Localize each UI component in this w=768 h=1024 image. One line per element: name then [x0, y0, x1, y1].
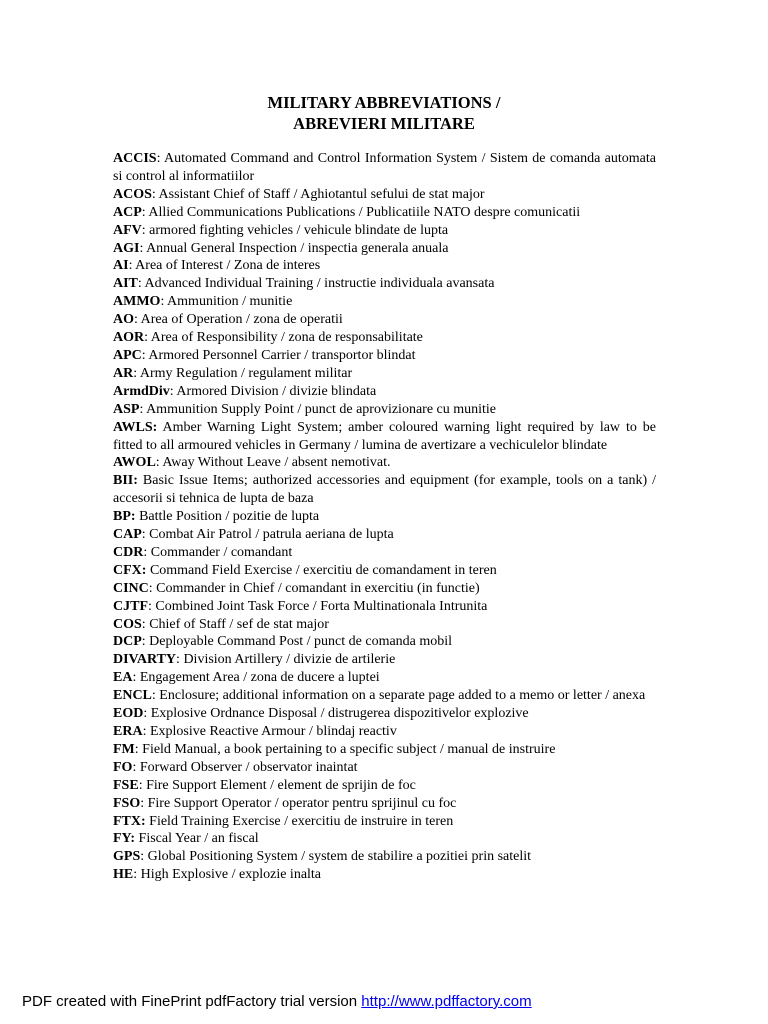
abbreviation-definition: Explosive Ordnance Disposal / distrugerea dispozitivelor explozive — [147, 706, 529, 722]
abbreviation-entry — [113, 347, 656, 365]
abbreviation-entry — [113, 616, 656, 634]
abbreviation-separator: : — [141, 347, 146, 363]
abbreviation-definition: Command Field Exercise / exercitiu de comandament in teren — [146, 562, 497, 578]
abbreviation-separator: : — [137, 276, 142, 292]
abbreviation-entry — [113, 293, 656, 311]
abbreviation-definition: armored fighting vehicles / vehicule blindate de lupta — [145, 222, 449, 238]
abbreviation-definition: Fire Support Operator / operator pentru sprijinul cu foc — [144, 795, 457, 811]
title-line-1: MILITARY ABBREVIATIONS / — [267, 93, 501, 112]
abbreviation-separator: : — [141, 222, 146, 238]
abbreviation-definition: Amber Warning Light System; amber coloured warning light required by law to be fitted to all armoured vehicles in Germany / lumina de avertizare a vechiculelor blindate — [113, 419, 656, 453]
abbreviation-entry — [113, 830, 656, 848]
abbreviation-term: CJTF — [113, 598, 148, 614]
abbreviation-separator: : — [140, 849, 145, 865]
abbreviation-definition: High Explosive / explozie inalta — [137, 867, 322, 883]
abbreviation-separator: : — [142, 724, 147, 739]
abbreviation-definition: Armored Division / divizie blindata — [173, 383, 377, 399]
abbreviation-entry — [113, 275, 656, 293]
abbreviation-entry — [113, 472, 656, 508]
abbreviation-term: HE — [113, 867, 134, 883]
abbreviation-definition: Basic Issue Items; authorized accessories and equipment (for example, tools on a tank) / accesorii si tehnica de lupta de baza — [113, 473, 656, 507]
abbreviation-definition: Deployable Command Post / punct de comanda mobil — [145, 634, 453, 650]
abbreviation-entry — [113, 866, 656, 884]
abbreviation-definition: Battle Position / pozitie de lupta — [135, 509, 320, 525]
abbreviation-definition: Armored Personnel Carrier / transportor blindat — [145, 347, 416, 363]
title-line-2: ABREVIERI MILITARE — [293, 114, 475, 133]
abbreviation-entry — [113, 186, 656, 204]
abbreviation-entry — [113, 848, 656, 866]
abbreviation-term: AO — [113, 312, 134, 328]
abbreviation-definition: Combat Air Patrol / patrula aeriana de lupta — [145, 527, 394, 543]
abbreviation-term: ASP — [113, 401, 140, 417]
abbreviation-definition: Ammunition Supply Point / punct de aprovizionare cu munitie — [143, 401, 497, 417]
abbreviation-separator: : — [139, 401, 144, 417]
abbreviation-definition: Field Manual, a book pertaining to a specific subject / manual de instruire — [138, 741, 556, 757]
abbreviation-definition: Global Positioning System / system de stabilire a pozitiei prin satelit — [144, 849, 532, 865]
abbreviation-term: AOR — [113, 330, 145, 346]
abbreviation-separator: : — [134, 741, 139, 757]
abbreviation-definition: Combined Joint Task Force / Forta Multinationala Intrunita — [151, 598, 488, 614]
abbreviation-term: CINC — [113, 580, 149, 596]
abbreviation-term: AWLS: — [113, 419, 158, 435]
abbreviation-term: FO — [113, 759, 133, 775]
abbreviation-term: FTX: — [113, 813, 146, 829]
abbreviation-separator: : — [151, 688, 156, 704]
abbreviation-entry — [113, 257, 656, 275]
abbreviation-definition: Assistant Chief of Staff / Aghiotantul sefului de stat major — [155, 186, 485, 202]
abbreviation-separator: : — [176, 652, 180, 668]
abbreviation-entry — [113, 741, 656, 759]
abbreviation-separator: : — [156, 151, 161, 166]
abbreviation-term: BII: — [113, 473, 138, 489]
abbreviation-separator: : — [133, 867, 138, 883]
abbreviation-entry — [113, 383, 656, 401]
abbreviation-entry — [113, 150, 656, 186]
abbreviation-separator: : — [128, 258, 133, 274]
abbreviation-definition: Forward Observer / observator inaintat — [136, 759, 358, 775]
abbreviation-entry — [113, 454, 656, 472]
abbreviation-term: AGI — [113, 240, 140, 256]
abbreviation-separator: : — [143, 544, 148, 560]
abbreviation-term: CFX: — [113, 562, 147, 578]
abbreviation-term: AWOL — [113, 455, 156, 471]
abbreviation-term: ACOS — [113, 186, 152, 202]
abbreviation-term: ERA — [113, 724, 143, 739]
abbreviation-entry — [113, 222, 656, 240]
abbreviation-definition: Advanced Individual Training / instructie individuala avansata — [141, 276, 495, 292]
abbreviation-entry — [113, 651, 656, 669]
abbreviation-entry — [113, 687, 656, 705]
abbreviation-term: FSO — [113, 795, 141, 811]
abbreviation-term: AR — [113, 365, 134, 381]
abbreviation-entry — [113, 813, 656, 831]
abbreviation-definition: Chief of Staff / sef de stat major — [145, 616, 329, 632]
abbreviation-entry — [113, 401, 656, 419]
abbreviation-separator: : — [132, 759, 137, 775]
abbreviation-definition: Area of Responsibility / zona de responsabilitate — [148, 330, 423, 346]
abbreviation-term: APC — [113, 347, 142, 363]
abbreviation-term: FSE — [113, 777, 139, 793]
abbreviation-entry — [113, 580, 656, 598]
abbreviation-term: EA — [113, 670, 133, 686]
abbreviation-definition: Explosive Reactive Armour / blindaj reactiv — [146, 724, 397, 739]
abbreviation-separator: : — [169, 383, 174, 399]
abbreviation-entry — [113, 795, 656, 813]
abbreviation-definition: Commander in Chief / comandant in exercitiu (in functie) — [152, 580, 480, 596]
abbreviation-term: ENCL — [113, 688, 152, 704]
abbreviation-separator: : — [155, 455, 160, 471]
abbreviation-term: AMMO — [113, 294, 161, 310]
abbreviation-separator: : — [132, 670, 137, 686]
abbreviation-term: ArmdDiv — [113, 383, 170, 399]
abbreviation-definition: Ammunition / munitie — [164, 294, 293, 310]
abbreviation-entry — [113, 419, 656, 455]
abbreviation-entry — [113, 723, 656, 741]
abbreviation-definition: Army Regulation / regulament militar — [137, 365, 353, 381]
abbreviation-definition: Engagement Area / zona de ducere a luptei — [136, 670, 380, 686]
abbreviation-entry — [113, 311, 656, 329]
abbreviation-entry — [113, 759, 656, 777]
abbreviation-definition: Division Artillery / divizie de artilerie — [179, 652, 396, 668]
abbreviation-definition: Fire Support Element / element de sprijin de foc — [142, 777, 416, 793]
abbreviation-definition: Area of Interest / Zona de interes — [132, 258, 321, 274]
abbreviation-entry — [113, 777, 656, 795]
abbreviation-term: EOD — [113, 706, 144, 722]
abbreviation-term: CAP — [113, 527, 142, 543]
abbreviation-entry — [113, 544, 656, 562]
footer-link[interactable]: http://www.pdffactory.com — [361, 993, 532, 1010]
abbreviation-term: AIT — [113, 276, 138, 292]
abbreviation-entry — [113, 329, 656, 347]
abbreviation-term: ACCIS — [113, 151, 157, 166]
abbreviation-separator: : — [134, 312, 138, 328]
abbreviation-separator: : — [148, 580, 153, 596]
abbreviation-separator: : — [160, 294, 165, 310]
abbreviation-term: ACP — [113, 204, 142, 220]
abbreviation-term: FM — [113, 741, 135, 757]
abbreviation-definition: Enclosure; additional information on a separate page added to a memo or letter / anexa — [155, 688, 646, 704]
abbreviation-entry — [113, 562, 656, 580]
abbreviation-term: DCP — [113, 634, 142, 650]
abbreviation-list — [113, 150, 656, 884]
abbreviation-term: AFV — [113, 222, 142, 238]
abbreviation-separator: : — [139, 240, 144, 256]
abbreviation-entry — [113, 633, 656, 651]
abbreviation-entry — [113, 669, 656, 687]
abbreviation-entry — [113, 526, 656, 544]
abbreviation-separator: : — [141, 634, 146, 650]
abbreviation-entry — [113, 240, 656, 258]
abbreviation-separator: : — [151, 186, 156, 202]
abbreviation-entry — [113, 365, 656, 383]
abbreviation-definition: Away Without Leave / absent nemotivat. — [159, 455, 391, 471]
abbreviation-entry — [113, 598, 656, 616]
abbreviation-separator: : — [141, 527, 146, 543]
abbreviation-separator: : — [141, 204, 146, 220]
abbreviation-separator: : — [140, 795, 145, 811]
abbreviation-separator: : — [143, 706, 148, 722]
abbreviation-term: BP: — [113, 509, 136, 525]
abbreviation-definition: Field Training Exercise / exercitiu de instruire in teren — [145, 813, 454, 829]
abbreviation-definition: Commander / comandant — [147, 544, 293, 560]
footer-text: PDF created with FinePrint pdfFactory trial version — [22, 993, 362, 1010]
abbreviation-separator: : — [141, 616, 146, 632]
abbreviation-term: GPS — [113, 849, 141, 865]
abbreviation-definition: Area of Operation / zona de operatii — [137, 312, 343, 328]
abbreviation-entry — [113, 508, 656, 526]
abbreviation-definition: Allied Communications Publications / Publicatiile NATO despre comunicatii — [145, 204, 581, 220]
pdf-footer — [22, 993, 532, 1010]
abbreviation-entry — [113, 705, 656, 723]
abbreviation-term: DIVARTY — [113, 652, 177, 668]
abbreviation-definition: Fiscal Year / an fiscal — [135, 831, 259, 847]
abbreviation-separator: : — [138, 777, 143, 793]
abbreviation-separator: : — [148, 598, 152, 614]
abbreviation-entry — [113, 204, 656, 222]
abbreviation-term: FY: — [113, 831, 136, 847]
abbreviation-definition: Automated Command and Control Information System / Sistem de comanda automata si control al informatiilor — [113, 151, 656, 184]
abbreviation-definition: Annual General Inspection / inspectia generala anuala — [143, 240, 449, 256]
abbreviation-term: COS — [113, 616, 142, 632]
document-title — [0, 92, 768, 134]
abbreviation-separator: : — [133, 365, 138, 381]
abbreviation-separator: : — [144, 330, 149, 346]
abbreviation-term: AI — [113, 258, 129, 274]
abbreviation-term: CDR — [113, 544, 144, 560]
